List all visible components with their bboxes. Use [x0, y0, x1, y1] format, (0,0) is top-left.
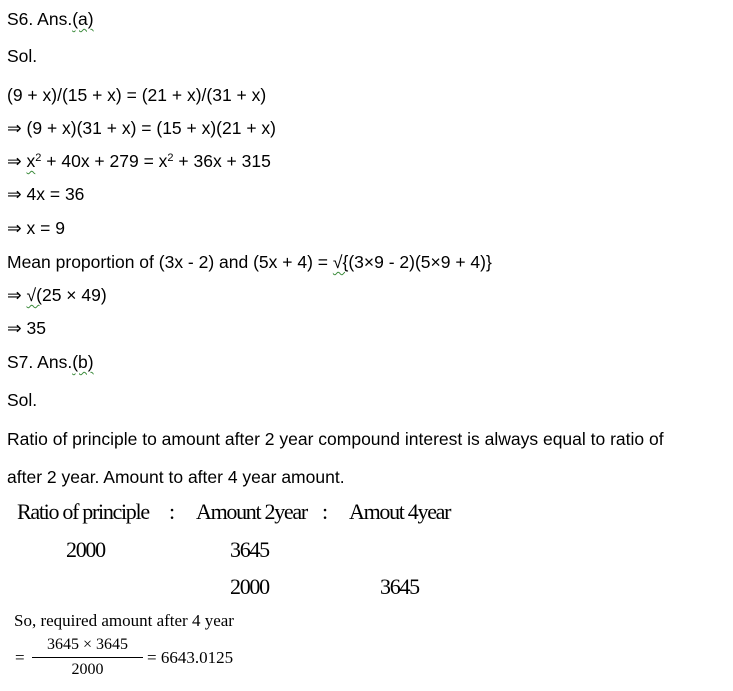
s6-line-3-exp2: 2: [167, 152, 174, 164]
table-header-amount-2year: Amount 2year: [196, 499, 307, 524]
s6-line-6-text: Mean proportion of (3x - 2) and (5x + 4) =: [7, 252, 333, 272]
equals-sign: =: [15, 648, 25, 667]
fraction-numerator: 3645 × 3645: [46, 636, 129, 653]
s6-line-3-x: x: [26, 151, 36, 171]
fraction: [32, 636, 143, 679]
s6-line-2: ⇒ (9 + x)(31 + x) = (15 + x)(21 + x): [7, 118, 276, 138]
s6-line-7: [7, 284, 107, 306]
table-row1-amount-2year: 3645: [230, 537, 269, 562]
s7-heading-answer: (b): [72, 352, 94, 372]
s6-line-7-rest: 25 × 49): [41, 285, 107, 305]
s6-line-6-rest: (3×9 - 2)(5×9 + 4)}: [348, 252, 492, 272]
s7-paragraph-line-2: after 2 year. Amount to after 4 year amount.: [7, 467, 345, 487]
s7-heading-prefix: S7. Ans.: [7, 352, 73, 372]
final-result: = 6643.0125: [147, 648, 234, 667]
s6-line-3: [7, 150, 271, 172]
so-required-line: So, required amount after 4 year: [14, 611, 234, 630]
s6-heading-prefix: S6. Ans.: [7, 9, 73, 29]
table-row2-amount-4year: 3645: [380, 574, 419, 599]
s6-sol-label: Sol.: [7, 46, 38, 66]
table-header-colon-1: :: [169, 499, 174, 524]
s6-line-6-root: √{: [332, 252, 349, 272]
s6-line-6: [7, 251, 492, 273]
s6-line-1: (9 + x)/(15 + x) = (21 + x)/(31 + x): [7, 85, 267, 105]
s6-line-3-end: + 36x + 315: [173, 151, 271, 171]
s6-line-8: ⇒ 35: [7, 318, 46, 338]
s6-line-7-arrow: ⇒: [7, 285, 27, 305]
s6-line-7-root: √(: [26, 285, 42, 305]
table-header-amount-4year: Amout 4year: [349, 499, 451, 524]
s6-line-3-arrow: ⇒: [7, 151, 27, 171]
table-row2-amount-2year: 2000: [230, 574, 269, 599]
fraction-bar: [32, 657, 143, 658]
table-header-principle: Ratio of principle: [17, 499, 149, 524]
s6-line-4: ⇒ 4x = 36: [7, 184, 85, 204]
s6-line-3-exp: 2: [35, 152, 42, 164]
fraction-denominator: 2000: [71, 661, 104, 678]
table-header-colon-2: :: [322, 499, 327, 524]
s7-heading: [7, 351, 94, 373]
table-row1-principle: 2000: [66, 537, 105, 562]
s7-paragraph-line-1: Ratio of principle to amount after 2 year compound interest is always equal to ratio of: [7, 429, 664, 449]
s6-heading-answer: (a): [72, 9, 94, 29]
s7-sol-label: Sol.: [7, 390, 38, 410]
s6-line-3-mid: + 40x + 279 = x: [41, 151, 168, 171]
s6-heading: [7, 8, 94, 30]
s6-line-5: ⇒ x = 9: [7, 218, 65, 238]
